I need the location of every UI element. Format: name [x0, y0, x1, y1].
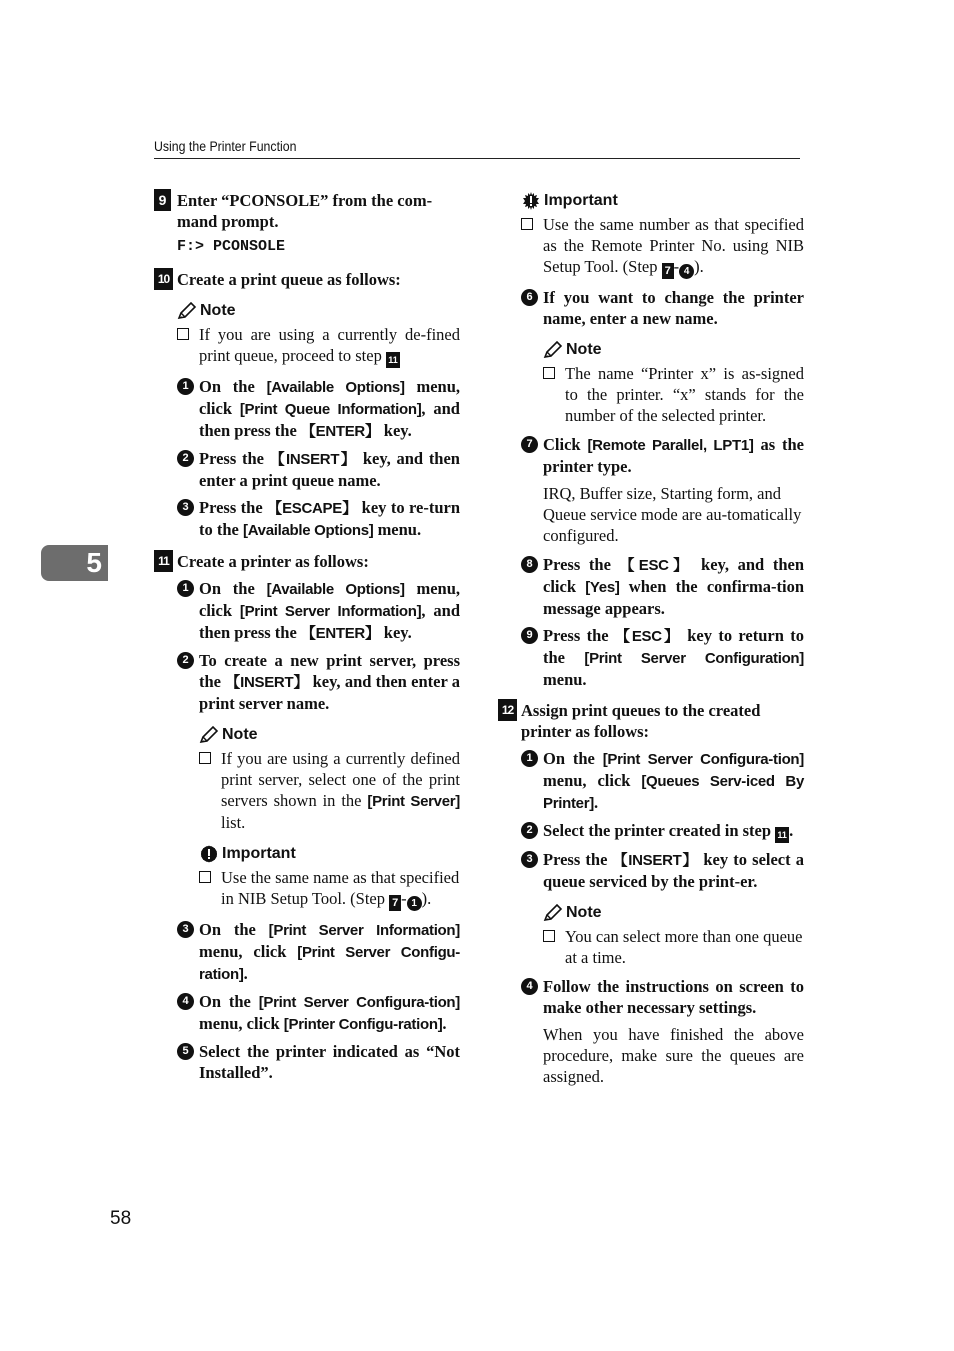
sub-step-text: key, and then click	[543, 555, 805, 596]
menu-label: [Print Server Configura-tion]	[258, 994, 460, 1011]
sub-step-number-badge: 2	[177, 450, 194, 467]
sub-step-text: .	[593, 793, 599, 812]
pencil-icon	[543, 341, 563, 359]
sub-step-text: On the	[199, 377, 267, 396]
body-text: When you have finished the above procedure, make sure the queues are assigned.	[543, 1025, 804, 1086]
sub-step-number-badge: 8	[521, 556, 538, 573]
sub-step-number-badge: 4	[521, 978, 538, 995]
menu-label: [Available Options]	[266, 581, 405, 598]
sub-step-number-badge: 7	[521, 436, 538, 453]
sub-step-text: menu.	[543, 670, 587, 689]
sub-step-text: key.	[379, 623, 412, 642]
sub-step-2	[150, 448, 460, 491]
sub-step-text: .	[442, 1014, 447, 1033]
key-label: 【ESCAPE】	[267, 500, 358, 517]
key-label: 【ENTER】	[300, 423, 380, 440]
sub-step-2	[494, 820, 804, 843]
sub-step-3	[150, 497, 460, 541]
sub-step-6	[494, 287, 804, 329]
menu-label: [Print Server Information]	[268, 922, 460, 939]
menu-label: [Print Queue Information]	[239, 401, 422, 418]
sub-step-3	[494, 849, 804, 892]
checkbox-icon	[543, 367, 555, 379]
sub-step-text: .	[789, 821, 794, 840]
menu-label: [Available Options]	[243, 522, 374, 539]
chapter-tab: 5	[41, 545, 108, 581]
sub-step-7	[494, 434, 804, 477]
sub-step-number-badge: 1	[177, 378, 194, 395]
pencil-icon	[177, 302, 197, 320]
step-text: Create a printer as follows:	[177, 552, 369, 571]
sub-step-number-badge: 1	[177, 580, 194, 597]
step-number-badge: 9	[154, 189, 171, 211]
note-item: If you are using a currently de-fined print queue, proceed to step 11	[150, 324, 460, 368]
note-heading: Note	[543, 341, 804, 359]
important-icon	[521, 192, 541, 210]
sub-step-1	[494, 748, 804, 814]
sub-step-text: key to re-turn to the	[199, 498, 460, 539]
sub-step-text: Select the printer created in step	[543, 821, 776, 840]
note-heading: Note	[177, 302, 460, 320]
menu-label: [Print Server Configura-tion]	[602, 751, 804, 768]
key-label: 【ESC】	[614, 628, 681, 645]
menu-label: [Available Options]	[266, 379, 405, 396]
key-label: 【INSERT】	[269, 451, 358, 468]
sub-step-text: menu, click	[199, 1014, 284, 1033]
left-column	[150, 190, 460, 1089]
note-item: You can select more than one queue at a time.	[494, 926, 804, 968]
important-icon	[199, 845, 219, 863]
sub-step-4	[150, 991, 460, 1035]
sub-ref-badge: 1	[407, 896, 422, 911]
sub-step-1	[150, 578, 460, 644]
sub-step-text: as the printer type.	[543, 435, 804, 476]
sub-step-number-badge: 4	[177, 993, 194, 1010]
sub-step-number-badge: 2	[177, 652, 194, 669]
important-heading: Important	[199, 845, 460, 863]
step-text: Assign print queues to the created printer as follows:	[521, 701, 761, 741]
menu-label: [Queues Serv-iced By Printer]	[543, 773, 804, 812]
key-label: 【ESC】	[619, 557, 693, 574]
sub-step-8	[494, 554, 804, 619]
step-ref-badge: 7	[662, 263, 674, 279]
key-label: 【INSERT】	[612, 852, 699, 869]
sub-step-number-badge: 3	[177, 921, 194, 938]
page-number: 58	[110, 1208, 132, 1229]
menu-label: [Remote Parallel, LPT1]	[587, 437, 754, 454]
step-ref-badge: 11	[775, 827, 789, 843]
sub-step-3	[150, 919, 460, 985]
sub-step-text: On the	[543, 749, 603, 768]
sub-step-9	[494, 625, 804, 690]
note-heading: Note	[543, 904, 804, 922]
sub-step-text: Press the	[199, 449, 270, 468]
pencil-icon	[199, 726, 219, 744]
key-label: 【INSERT】	[225, 674, 309, 691]
step-11	[150, 551, 460, 572]
sub-step-text: On the	[199, 992, 259, 1011]
menu-label: [Yes]	[585, 579, 620, 596]
sub-step-text: menu, click	[199, 377, 460, 418]
note-heading: Note	[199, 726, 460, 744]
sub-step-text: Press the	[543, 555, 620, 574]
menu-label: [Print Server Configu-ration]	[199, 944, 460, 983]
sub-step-text: key.	[379, 421, 412, 440]
menu-label: [Print Server Configuration]	[584, 650, 804, 667]
menu-label: [Printer Configu-ration]	[283, 1016, 443, 1033]
sub-step-5	[150, 1041, 460, 1083]
sub-step-text: .	[243, 964, 248, 983]
important-item: Use the same number as that specified as the Remote Printer No. using NIB Setup Tool. (Step 7 - 4 ).	[494, 214, 804, 279]
step-number-badge: 12	[498, 699, 517, 721]
step-text: Enter “PCONSOLE” from the com-mand prompt.	[177, 191, 433, 231]
sub-step-text: Follow the instructions on screen to make other necessary settings.	[543, 977, 804, 1017]
sub-step-text: key to select a queue serviced by the print-er.	[543, 850, 805, 891]
body-text: IRQ, Buffer size, Starting form, and Queue service mode are au-tomatically configured.	[543, 484, 802, 545]
running-header: Using the Printer Function	[154, 138, 800, 159]
step-number-badge: 10	[154, 268, 173, 290]
sub-step-text: Press the	[543, 626, 615, 645]
step-ref-badge: 11	[386, 352, 400, 368]
sub-step-number-badge: 3	[521, 851, 538, 868]
sub-step-text: key, and then enter a print queue name.	[199, 449, 460, 490]
sub-step-text: when the confirma-tion message appears.	[543, 577, 804, 618]
step-10	[150, 269, 460, 290]
important-item: Use the same name as that specified in NIB Setup Tool. (Step 7 - 1 ).	[150, 867, 460, 911]
sub-step-text: menu, click	[543, 771, 642, 790]
sub-step-text: menu.	[373, 520, 422, 539]
step-ref-badge: 7	[389, 895, 401, 911]
checkbox-icon	[521, 218, 533, 230]
key-label: 【ENTER】	[300, 625, 380, 642]
step-9	[150, 190, 460, 232]
sub-step-2	[150, 650, 460, 714]
right-column	[494, 190, 804, 1095]
sub-step-number-badge: 5	[177, 1043, 194, 1060]
sub-step-text: Press the	[199, 498, 268, 517]
sub-step-number-badge: 1	[521, 750, 538, 767]
sub-step-number-badge: 3	[177, 499, 194, 516]
step-12	[494, 700, 804, 742]
sub-step-1	[150, 376, 460, 442]
important-heading: Important	[521, 192, 804, 210]
sub-step-number-badge: 9	[521, 627, 538, 644]
note-item: If you are using a currently defined print server, select one of the print servers shown in the [Print Server] list.	[150, 748, 460, 833]
sub-step-text: Press the	[543, 850, 613, 869]
sub-step-text: , and then press the	[199, 399, 460, 440]
sub-step-text: If you want to change the printer name, enter a new name.	[543, 288, 804, 328]
sub-step-text: menu, click	[199, 942, 298, 961]
checkbox-icon	[543, 930, 555, 942]
checkbox-icon	[199, 871, 211, 883]
sub-ref-badge: 4	[679, 264, 694, 279]
sub-step-text: , and then press the	[199, 601, 460, 642]
sub-step-text: To create a new print server, press the	[199, 651, 460, 691]
sub-step-text: key, and then enter a print server name.	[199, 672, 460, 713]
sub-step-text: On the	[199, 920, 269, 939]
sub-step-4	[494, 976, 804, 1018]
sub-step-number-badge: 6	[521, 289, 538, 306]
sub-step-text: On the	[199, 579, 267, 598]
checkbox-icon	[199, 752, 211, 764]
note-item: The name “Printer x” is as-signed to the printer. “x” stands for the number of the selected printer.	[494, 363, 804, 426]
menu-label: [Print Server Information]	[239, 603, 422, 620]
step-text: Create a print queue as follows:	[177, 270, 401, 289]
pencil-icon	[543, 904, 563, 922]
checkbox-icon	[177, 328, 189, 340]
sub-step-text: Click	[543, 435, 588, 454]
step-number-badge: 11	[154, 550, 173, 572]
command-code: F:> PCONSOLE	[177, 238, 286, 255]
sub-step-text: Select the printer indicated as “Not Installed”.	[199, 1042, 460, 1082]
sub-step-text: key to return to the	[543, 626, 804, 667]
sub-step-number-badge: 2	[521, 822, 538, 839]
sub-step-text: menu, click	[199, 579, 460, 620]
